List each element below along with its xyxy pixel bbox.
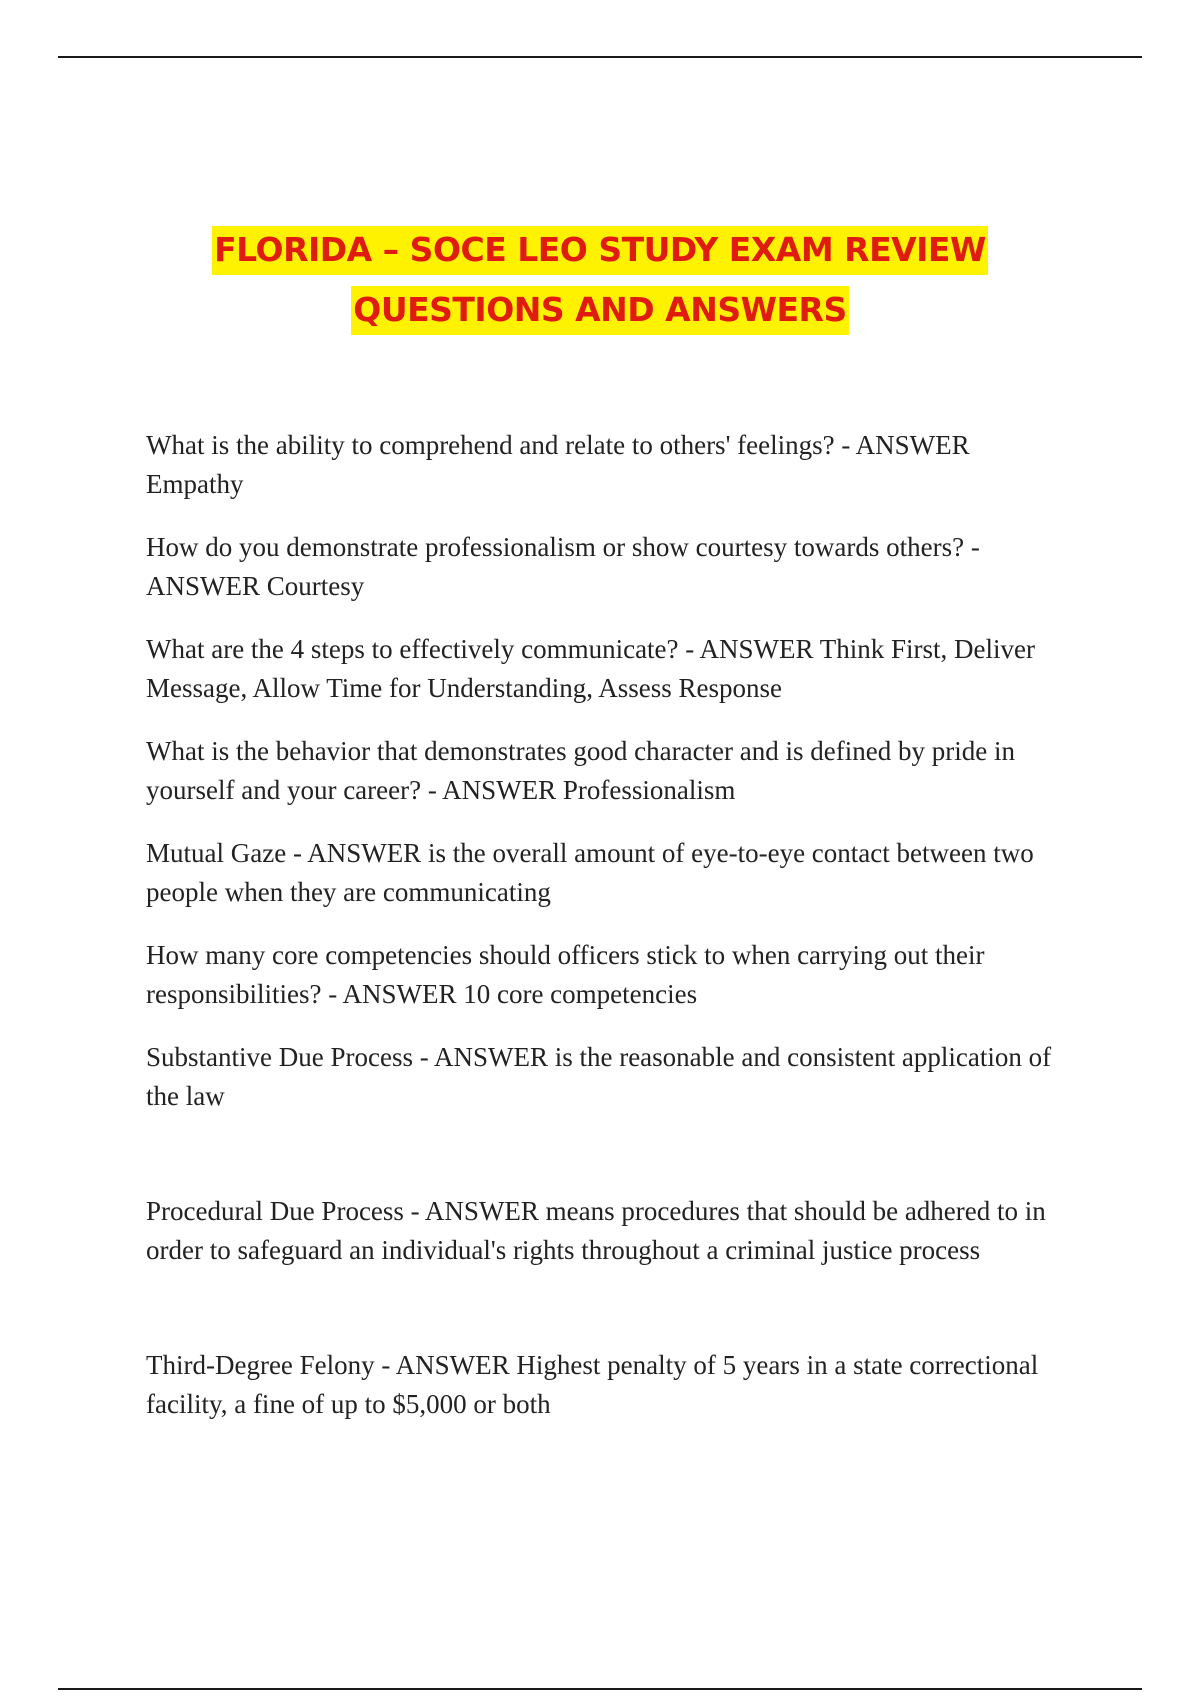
qa-item-mutual-gaze: Mutual Gaze - ANSWER is the overall amount of eye-to-eye contact between two people when they are communicating xyxy=(146,838,1034,907)
title-line-1: FLORIDA – SOCE LEO STUDY EXAM REVIEW xyxy=(212,226,988,275)
qa-item-professionalism: What is the behavior that demonstrates good character and is defined by pride in yourself and your career? - ANSWER Professionalism xyxy=(146,736,1015,805)
qa-item-core-competencies: How many core competencies should officers stick to when carrying out their responsibilities? - ANSWER 10 core competencies xyxy=(146,940,985,1009)
bottom-rule xyxy=(58,1688,1142,1690)
qa-item-procedural-due-process: Procedural Due Process - ANSWER means procedures that should be adhered to in order to safeguard an individual's rights throughout a criminal justice process xyxy=(146,1196,1046,1265)
qa-list xyxy=(146,426,1066,1448)
qa-item-empathy: What is the ability to comprehend and relate to others' feelings? - ANSWER Empathy xyxy=(146,430,970,499)
top-rule xyxy=(58,56,1142,58)
qa-item-substantive-due-process: Substantive Due Process - ANSWER is the reasonable and consistent application of the law xyxy=(146,1042,1052,1111)
qa-item-communication-steps: What are the 4 steps to effectively communicate? - ANSWER Think First, Deliver Message, Allow Time for Understanding, Assess Response xyxy=(146,634,1036,703)
title-line-1-wrapper xyxy=(0,220,1200,280)
document-title xyxy=(0,220,1200,340)
title-line-2-wrapper xyxy=(0,280,1200,340)
qa-item-courtesy: How do you demonstrate professionalism or show courtesy towards others? - ANSWER Courtesy xyxy=(146,532,980,601)
qa-item-third-degree-felony: Third-Degree Felony - ANSWER Highest penalty of 5 years in a state correctional facility, a fine of up to $5,000 or both xyxy=(146,1350,1039,1419)
title-line-2: QUESTIONS AND ANSWERS xyxy=(351,286,848,335)
